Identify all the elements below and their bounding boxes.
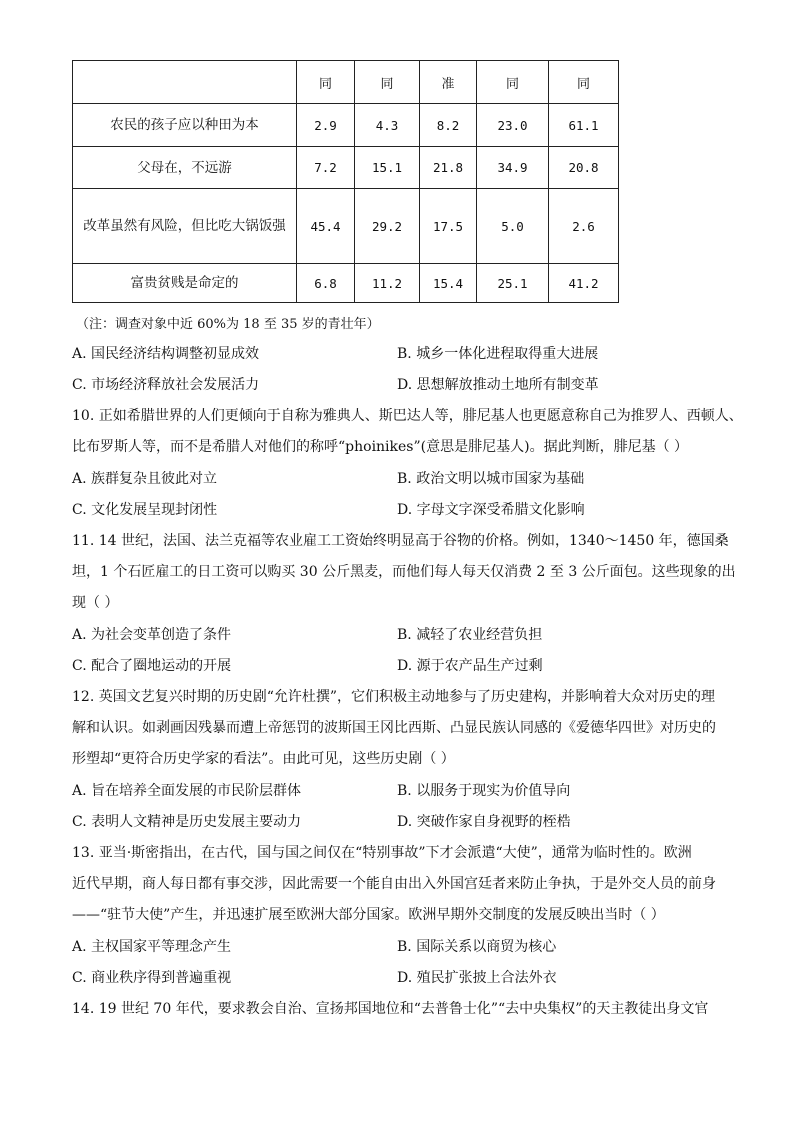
q12-stem-line: 形塑却“更符合历史学家的看法”。由此可见，这些历史剧（ ） [72,751,455,767]
row-value: 15.4 [420,264,477,303]
q11-stem-line: 坦，1 个石匠雇工的日工资可以购买 30 公斤黑麦，而他们每人每天仅消费 2 至 3 公斤面包。这些现象的出 [72,564,736,580]
row-value: 29.2 [355,189,420,264]
header-cell: 同 [477,61,549,104]
table-row [73,264,619,303]
table-row [73,147,619,189]
header-cell [73,61,297,104]
header-cell: 准 [420,61,477,104]
row-value: 41.2 [549,264,619,303]
row-value: 25.1 [477,264,549,303]
row-value: 34.9 [477,147,549,189]
row-value: 45.4 [297,189,355,264]
row-value: 11.2 [355,264,420,303]
q10-stem-line: 比布罗斯人等，而不是希腊人对他们的称呼“phoinikes”(意思是腓尼基人)。据此判断，腓尼基（ ） [72,439,689,455]
row-value: 8.2 [420,104,477,147]
q10-option-c: C. 文化发展呈现封闭性 [72,502,218,518]
row-value: 17.5 [420,189,477,264]
q10-stem-line: 10. 正如希腊世界的人们更倾向于自称为雅典人、斯巴达人等，腓尼基人也更愿意称自己为推罗人、西顿人、 [72,408,743,424]
row-value: 20.8 [549,147,619,189]
table-row [73,189,619,264]
row-value: 61.1 [549,104,619,147]
q9-option-a: A. 国民经济结构调整初显成效 [72,346,260,362]
header-cell: 同 [297,61,355,104]
row-value: 2.6 [549,189,619,264]
row-value: 7.2 [297,147,355,189]
table-row [73,104,619,147]
row-item: 富贵贫贱是命定的 [73,264,297,303]
q12-stem-line: 12. 英国文艺复兴时期的历史剧“允许杜撰”，它们积极主动地参与了历史建构，并影响着大众对历史的理 [72,689,716,705]
q13-option-b: B. 国际关系以商贸为核心 [397,939,557,955]
q13-stem-line: 13. 亚当·斯密指出，在古代，国与国之间仅在“特别事故”下才会派遣“大使”，通常为临时性的。欧洲 [72,845,692,861]
q13-option-a: A. 主权国家平等理念产生 [72,939,232,955]
row-value: 21.8 [420,147,477,189]
row-value: 23.0 [477,104,549,147]
q9-option-b: B. 城乡一体化进程取得重大进展 [397,346,599,362]
q12-option-a: A. 旨在培养全面发展的市民阶层群体 [72,783,302,799]
q12-option-b: B. 以服务于现实为价值导向 [397,783,571,799]
q12-option-c: C. 表明人文精神是历史发展主要动力 [72,814,302,830]
row-value: 5.0 [477,189,549,264]
q10-option-d: D. 字母文字深受希腊文化影响 [397,502,585,518]
row-value: 6.8 [297,264,355,303]
q13-option-c: C. 商业秩序得到普遍重视 [72,970,232,986]
q14-stem-line: 14. 19 世纪 70 年代，要求教会自治、宣扬邦国地位和“去普鲁士化”“去中央集权”的天主教徒出身文官 [72,1001,709,1017]
q10-option-a: A. 族群复杂且彼此对立 [72,471,218,487]
table-header-row [73,61,619,104]
row-item: 改革虽然有风险，但比吃大锅饭强 [73,189,297,264]
survey-table [72,60,619,303]
row-value: 15.1 [355,147,420,189]
q12-stem-line: 解和认识。如剥画因残暴而遭上帝惩罚的波斯国王冈比西斯、凸显民族认同感的《爱德华四世》对历史的 [72,720,716,736]
q9-option-d: D. 思想解放推动土地所有制变革 [397,377,599,393]
q13-stem-line: 近代早期，商人每日都有事交涉，因此需要一个能自由出入外国宫廷者来防止争执，于是外交人员的前身 [72,876,716,892]
q9-option-c: C. 市场经济释放社会发展活力 [72,377,260,393]
q11-option-a: A. 为社会变革创造了条件 [72,627,232,643]
header-cell: 同 [355,61,420,104]
header-cell: 同 [549,61,619,104]
q11-stem-line: 现（ ） [72,595,119,611]
row-item: 父母在，不远游 [73,147,297,189]
q11-stem-line: 11. 14 世纪，法国、法兰克福等农业雇工工资始终明显高于谷物的价格。例如，1340～1450 年，德国桑 [72,533,729,549]
row-item: 农民的孩子应以种田为本 [73,104,297,147]
q10-option-b: B. 政治文明以城市国家为基础 [397,471,585,487]
q11-option-c: C. 配合了圈地运动的开展 [72,658,232,674]
row-value: 2.9 [297,104,355,147]
q12-option-d: D. 突破作家自身视野的桎梏 [397,814,571,830]
q11-option-d: D. 源于农产品生产过剩 [397,658,543,674]
table-note: （注：调查对象中近 60%为 18 至 35 岁的青壮年） [76,317,380,332]
row-value: 4.3 [355,104,420,147]
q13-option-d: D. 殖民扩张披上合法外衣 [397,970,557,986]
q13-stem-line: ——“驻节大使”产生，并迅速扩展至欧洲大部分国家。欧洲早期外交制度的发展反映出当时（ ） [72,907,665,923]
q11-option-b: B. 减轻了农业经营负担 [397,627,543,643]
